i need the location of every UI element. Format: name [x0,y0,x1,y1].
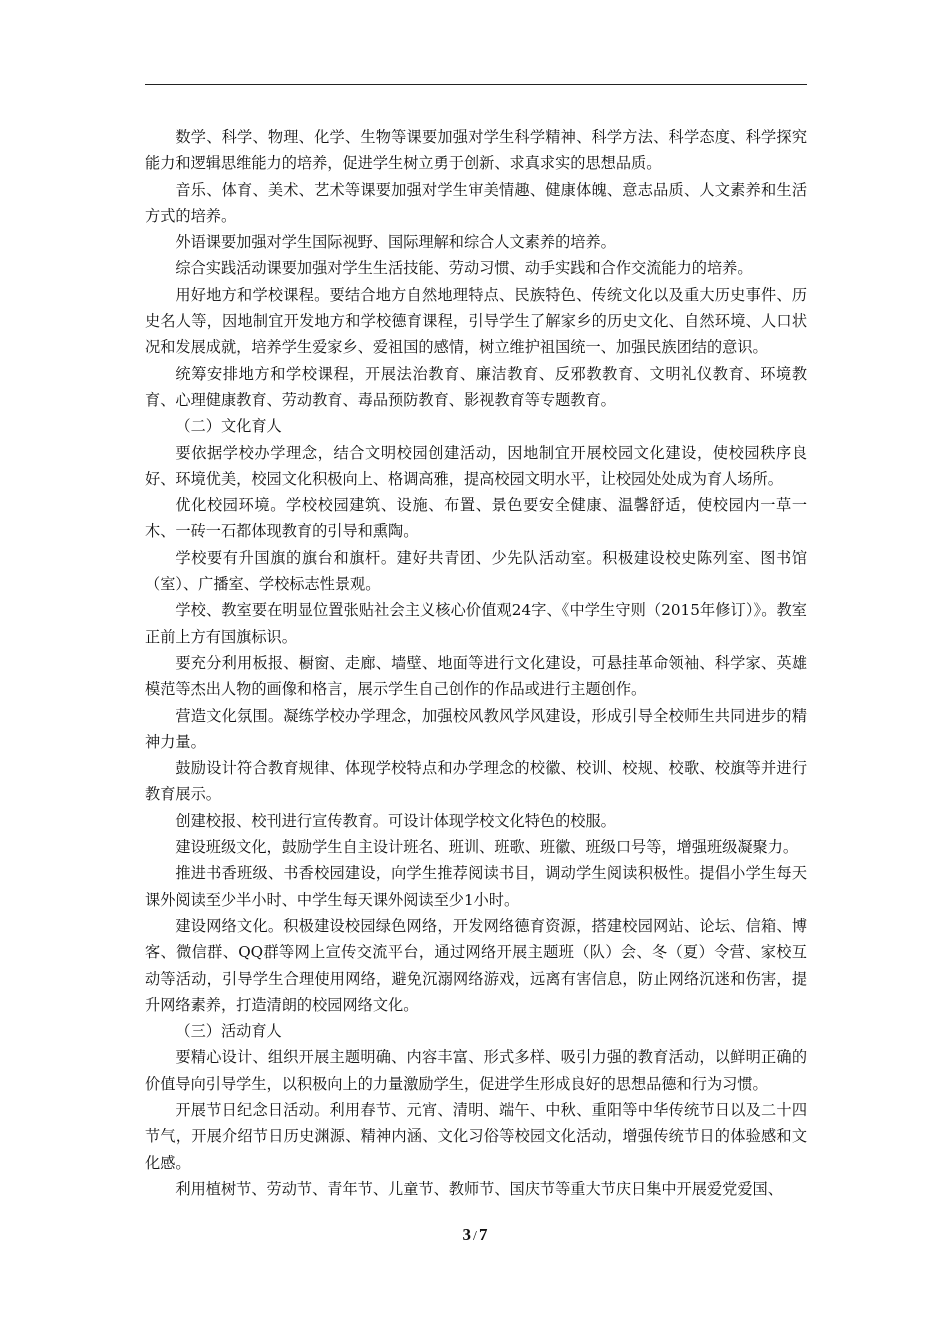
total-pages: 7 [478,1225,488,1244]
paragraph: 数学、科学、物理、化学、生物等课要加强对学生科学精神、科学方法、科学态度、科学探究能力和逻辑思维能力的培养，促进学生树立勇于创新、求真求实的思想品质。 [145,128,807,173]
paragraph: 学校要有升国旗的旗台和旗杆。建好共青团、少先队活动室。积极建设校史陈列室、图书馆（室）、广播室、学校标志性景观。 [145,548,807,594]
paragraph: 建设班级文化，鼓励学生自主设计班名、班训、班歌、班徽、班级口号等，增强班级凝聚力。 [175,838,799,857]
header-rule [145,84,807,85]
paragraph: 音乐、体育、美术、艺术等课要加强对学生审美情趣、健康体魄、意志品质、人文素养和生活方式的培养。 [145,180,807,225]
section-heading: （二）文化育人 [175,417,282,436]
paragraph: 建设网络文化。积极建设校园绿色网络，开发网络德育资源，搭建校园网站、论坛、信箱、博客、微信群、QQ群等网上宣传交流平台，通过网络开展主题班（队）会、冬（夏）令营、家校互动等活动，引导学生合理使用网络，避免沉溺网络游戏，远离有害信息，防止网络沉迷和伤害，提升网络素养，打造清朗的校园网络文化。 [145,916,807,1014]
body-text [145,124,807,1202]
paragraph: 推进书香班级、书香校园建设，向学生推荐阅读书目，调动学生阅读积极性。提倡小学生每天课外阅读至少半小时、中学生每天课外阅读至少1小时。 [145,864,807,909]
paragraph: 外语课要加强对学生国际视野、国际理解和综合人文素养的培养。 [175,233,616,252]
paragraph: 统筹安排地方和学校课程，开展法治教育、廉洁教育、反邪教教育、文明礼仪教育、环境教育、心理健康教育、劳动教育、毒品预防教育、影视教育等专题教育。 [145,364,807,409]
paragraph: 开展节日纪念日活动。利用春节、元宵、清明、端午、中秋、重阳等中华传统节日以及二十四节气，开展介绍节日历史渊源、精神内涵、文化习俗等校园文化活动，增强传统节日的体验感和文化感。 [145,1100,807,1172]
page-number [0,1225,950,1245]
paragraph: 优化校园环境。学校校园建筑、设施、布置、景色要安全健康、温馨舒适，使校园内一草一木、一砖一石都体现教育的引导和熏陶。 [145,496,807,541]
paragraph: 创建校报、校刊进行宣传教育。可设计体现学校文化特色的校服。 [175,811,616,830]
paragraph: 鼓励设计符合教育规律、体现学校特点和办学理念的校徽、校训、校规、校歌、校旗等并进行教育展示。 [145,759,807,804]
paragraph: 要精心设计、组织开展主题明确、内容丰富、形式多样、吸引力强的教育活动，以鲜明正确的价值导向引导学生，以积极向上的力量激励学生，促进学生形成良好的思想品德和行为习惯。 [145,1048,807,1093]
paragraph: 要依据学校办学理念，结合文明校园创建活动，因地制宜开展校园文化建设，使校园秩序良好、环境优美，校园文化积极向上、格调高雅，提高校园文明水平，让校园处处成为育人场所。 [145,443,807,488]
current-page-number: 3 [462,1225,472,1244]
paragraph: 营造文化氛围。凝练学校办学理念，加强校风教风学风建设，形成引导全校师生共同进步的精神力量。 [145,706,807,751]
paragraph: 综合实践活动课要加强对学生生活技能、劳动习惯、动手实践和合作交流能力的培养。 [175,259,753,278]
paragraph: 利用植树节、劳动节、青年节、儿童节、教师节、国庆节等重大节庆日集中开展爱党爱国、 [175,1179,783,1198]
paragraph: 用好地方和学校课程。要结合地方自然地理特点、民族特色、传统文化以及重大历史事件、历史名人等，因地制宜开发地方和学校德育课程，引导学生了解家乡的历史文化、自然环境、人口状况和发展成就，培养学生爱家乡、爱祖国的感情，树立维护祖国统一、加强民族团结的意识。 [145,285,807,357]
page-separator: / [473,1229,477,1244]
section-heading: （三）活动育人 [175,1022,282,1041]
paragraph: 学校、教室要在明显位置张贴社会主义核心价值观24字、《中学生守则（2015年修订）》。教室正前上方有国旗标识。 [145,601,807,646]
paragraph: 要充分利用板报、橱窗、走廊、墙壁、地面等进行文化建设，可悬挂革命领袖、科学家、英雄模范等杰出人物的画像和格言，展示学生自己创作的作品或进行主题创作。 [145,653,807,699]
